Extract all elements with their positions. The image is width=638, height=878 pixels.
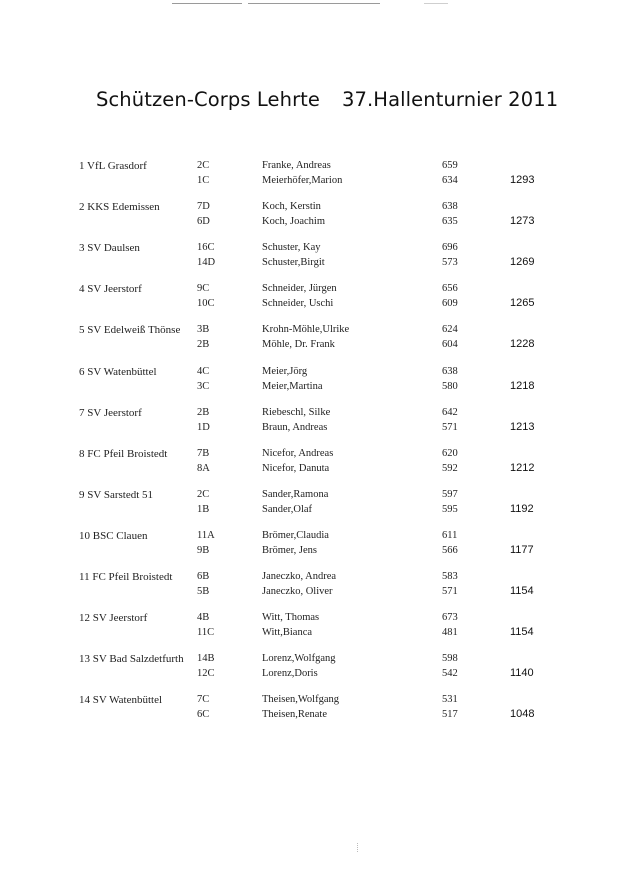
- result-entry: [0, 571, 638, 601]
- shooter-name: Meier,Martina: [262, 381, 323, 392]
- lane-position: 3C: [197, 381, 210, 392]
- team-name: 5 SV Edelweiß Thönse: [79, 324, 181, 336]
- lane-position: 10C: [197, 298, 215, 309]
- team-name: 4 SV Jeerstorf: [79, 283, 142, 295]
- shooter-score: 656: [442, 283, 458, 294]
- shooter-name: Braun, Andreas: [262, 422, 328, 433]
- lane-position: 4B: [197, 612, 210, 623]
- shooter-name: Theisen,Wolfgang: [262, 694, 340, 705]
- team-total: 1154: [510, 626, 534, 638]
- team-name: 10 BSC Clauen: [79, 530, 148, 542]
- shooter-name: Meier,Jörg: [262, 366, 308, 377]
- lane-position: 2C: [197, 160, 210, 171]
- lane-position: 5B: [197, 586, 210, 597]
- result-entry: [0, 530, 638, 560]
- lane-position: 7D: [197, 201, 210, 212]
- shooter-score: 583: [442, 571, 458, 582]
- team-name: 9 SV Sarstedt 51: [79, 489, 154, 501]
- team-total: 1273: [510, 215, 535, 227]
- shooter-name: Möhle, Dr. Frank: [262, 339, 335, 350]
- shooter-score: 595: [442, 504, 458, 515]
- shooter-name: Sander,Ramona: [262, 489, 329, 500]
- result-entry: [0, 160, 638, 190]
- shooter-score: 517: [442, 709, 458, 720]
- shooter-name: Witt, Thomas: [262, 612, 320, 623]
- shooter-name: Schuster,Birgit: [262, 257, 325, 268]
- shooter-name: Nicefor, Andreas: [262, 448, 334, 459]
- shooter-name: Meierhöfer,Marion: [262, 175, 343, 186]
- shooter-name: Schneider, Uschi: [262, 298, 334, 309]
- shooter-name: Franke, Andreas: [262, 160, 331, 171]
- lane-position: 1B: [197, 504, 210, 515]
- result-entry: [0, 283, 638, 313]
- lane-position: 1C: [197, 175, 210, 186]
- team-total: 1269: [510, 256, 535, 268]
- result-entry: [0, 612, 638, 642]
- lane-position: 2B: [197, 339, 210, 350]
- shooter-score: 598: [442, 653, 458, 664]
- shooter-score: 597: [442, 489, 458, 500]
- team-total: 1177: [510, 544, 534, 556]
- shooter-name: Koch, Kerstin: [262, 201, 321, 212]
- shooter-name: Lorenz,Doris: [262, 668, 318, 679]
- result-entry: [0, 242, 638, 272]
- lane-position: 1D: [197, 422, 210, 433]
- lane-position: 7B: [197, 448, 210, 459]
- lane-position: 12C: [197, 668, 215, 679]
- shooter-score: 481: [442, 627, 458, 638]
- shooter-name: Koch, Joachim: [262, 216, 325, 227]
- shooter-score: 592: [442, 463, 458, 474]
- team-name: 8 FC Pfeil Broistedt: [79, 448, 168, 460]
- lane-position: 14B: [197, 653, 215, 664]
- result-entry: [0, 366, 638, 396]
- shooter-name: Brömer, Jens: [262, 545, 317, 556]
- result-entry: [0, 653, 638, 683]
- lane-position: 2B: [197, 407, 210, 418]
- team-total: 1265: [510, 297, 535, 309]
- shooter-name: Janeczko, Andrea: [262, 571, 337, 582]
- shooter-name: Brömer,Claudia: [262, 530, 329, 541]
- shooter-score: 571: [442, 586, 458, 597]
- scan-artifact-mark: [357, 843, 359, 852]
- shooter-name: Theisen,Renate: [262, 709, 328, 720]
- shooter-score: 609: [442, 298, 458, 309]
- shooter-score: 571: [442, 422, 458, 433]
- lane-position: 4C: [197, 366, 210, 377]
- shooter-score: 635: [442, 216, 458, 227]
- lane-position: 8A: [197, 463, 210, 474]
- lane-position: 3B: [197, 324, 210, 335]
- shooter-name: Janeczko, Oliver: [262, 586, 333, 597]
- shooter-name: Schuster, Kay: [262, 242, 321, 253]
- lane-position: 7C: [197, 694, 210, 705]
- team-total: 1212: [510, 462, 535, 474]
- shooter-score: 673: [442, 612, 458, 623]
- shooter-name: Witt,Bianca: [262, 627, 313, 638]
- lane-position: 6B: [197, 571, 210, 582]
- shooter-score: 580: [442, 381, 458, 392]
- result-entry: [0, 489, 638, 519]
- lane-position: 11A: [197, 530, 215, 541]
- result-entry: [0, 448, 638, 478]
- team-total: 1218: [510, 380, 535, 392]
- lane-position: 9C: [197, 283, 210, 294]
- team-name: 1 VfL Grasdorf: [79, 160, 147, 172]
- lane-position: 11C: [197, 627, 215, 638]
- shooter-score: 638: [442, 201, 458, 212]
- shooter-score: 696: [442, 242, 458, 253]
- shooter-name: Sander,Olaf: [262, 504, 313, 515]
- team-total: 1228: [510, 338, 535, 350]
- shooter-name: Schneider, Jürgen: [262, 283, 337, 294]
- team-name: 3 SV Daulsen: [79, 242, 140, 254]
- team-name: 12 SV Jeerstorf: [79, 612, 148, 624]
- result-entry: [0, 201, 638, 231]
- lane-position: 14D: [197, 257, 216, 268]
- team-total: 1192: [510, 503, 534, 515]
- shooter-score: 531: [442, 694, 458, 705]
- result-entry: [0, 694, 638, 724]
- shooter-name: Krohn-Möhle,Ulrike: [262, 324, 350, 335]
- team-name: 14 SV Watenbüttel: [79, 694, 163, 706]
- shooter-score: 620: [442, 448, 458, 459]
- team-total: 1213: [510, 421, 535, 433]
- shooter-score: 624: [442, 324, 458, 335]
- team-total: 1140: [510, 667, 534, 679]
- team-total: 1048: [510, 708, 535, 720]
- shooter-score: 659: [442, 160, 458, 171]
- shooter-score: 642: [442, 407, 458, 418]
- team-total: 1293: [510, 174, 535, 186]
- shooter-score: 566: [442, 545, 458, 556]
- shooter-score: 542: [442, 668, 458, 679]
- shooter-name: Nicefor, Danuta: [262, 463, 330, 474]
- shooter-score: 634: [442, 175, 458, 186]
- shooter-score: 638: [442, 366, 458, 377]
- shooter-name: Riebeschl, Silke: [262, 407, 331, 418]
- lane-position: 6D: [197, 216, 210, 227]
- result-entry: [0, 324, 638, 354]
- event-name: 37.Hallenturnier 2011: [342, 88, 559, 111]
- shooter-name: Lorenz,Wolfgang: [262, 653, 336, 664]
- lane-position: 9B: [197, 545, 210, 556]
- team-name: 11 FC Pfeil Broistedt: [79, 571, 173, 583]
- lane-position: 2C: [197, 489, 210, 500]
- lane-position: 16C: [197, 242, 215, 253]
- shooter-score: 611: [442, 530, 458, 541]
- result-entry: [0, 407, 638, 437]
- shooter-score: 604: [442, 339, 458, 350]
- team-name: 7 SV Jeerstorf: [79, 407, 142, 419]
- team-name: 6 SV Watenbüttel: [79, 366, 157, 378]
- lane-position: 6C: [197, 709, 210, 720]
- team-name: 13 SV Bad Salzdetfurth: [79, 653, 184, 665]
- team-total: 1154: [510, 585, 534, 597]
- team-name: 2 KKS Edemissen: [79, 201, 160, 213]
- club-name: Schützen-Corps Lehrte: [96, 88, 321, 111]
- shooter-score: 573: [442, 257, 458, 268]
